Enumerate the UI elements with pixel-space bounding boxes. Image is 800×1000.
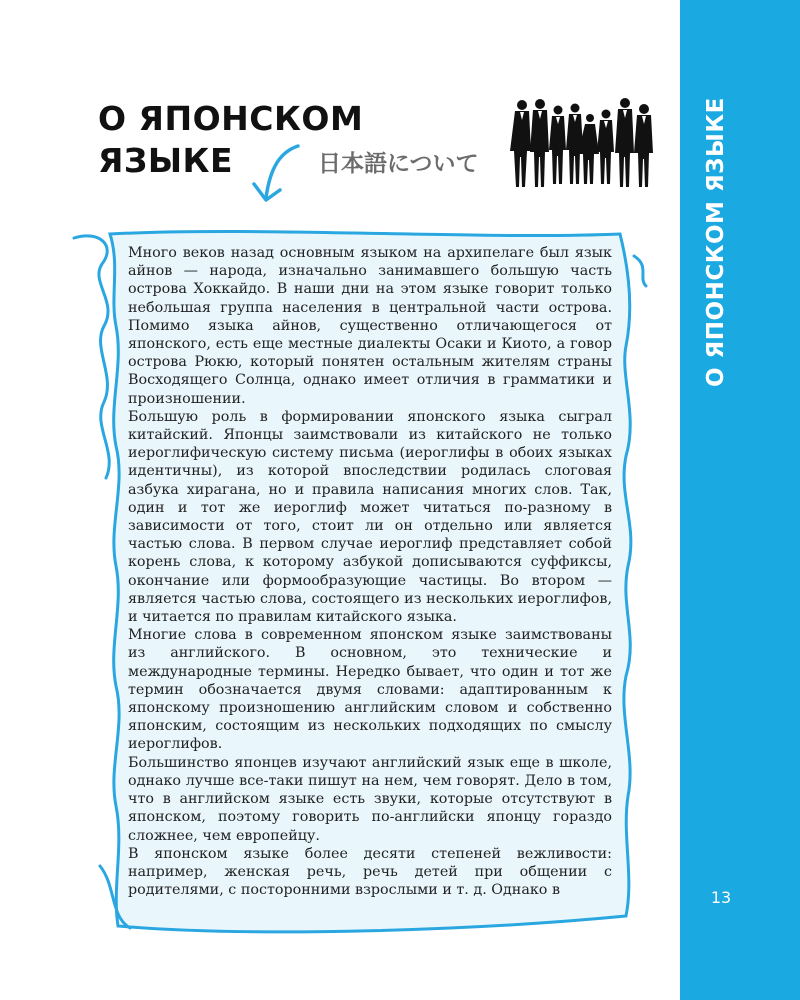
hand-drawn-arrow-icon [240, 138, 320, 218]
paragraph: Большинство японцев изучают английский язык еще в школе, однако лучше все-таки пишут на нем, чем говорят. Дело в том, что в английском языке есть звуки, которые отсутствуют в японском, поэтому говорить по-английски японцу гораздо сложнее, чем европейцу. [128, 754, 612, 844]
page-number: 13 [710, 888, 732, 907]
paragraph: Многие слова в современном японском языке заимствованы из английского. В основном, это технические и международные термины. Нередко бывает, что один и тот же термин обозначается двумя словами: адаптированным к японскому произношению английским словом и собственно японским, состоящим из нескольких подходящих по смыслу иероглифов. [128, 627, 612, 753]
title-line-2: ЯЗЫКЕ [98, 141, 234, 180]
sidebar-section-title: О ЯПОНСКОМ ЯЗЫКЕ [703, 97, 729, 387]
paragraph: Много веков назад основным языком на архипелаге был язык айнов — народа, изначально занимавшего большую часть острова Хоккайдо. В наши дни на этом языке говорит только небольшая группа населения в центральной части острова. Помимо языка айнов, существенно отличающегося от японского, есть еще местные диалекты Осаки и Киото, а говор острова Рюкю, который понятен остальным жителям страны Восходящего Солнца, однако имеет отличия в грамматики и произношении. [128, 245, 612, 407]
japanese-subtitle: 日本語について [318, 151, 479, 177]
title-line-1: О ЯПОНСКОМ [98, 99, 364, 138]
people-group-icon [508, 96, 660, 192]
paragraph: Большую роль в формировании японского языка сыграл китайский. Японцы заимствовали из китайского не только иероглифическую систему письма (иероглифы в обоих языках идентичны), из которой впоследствии родилась слоговая азбука хирагана, но и правила написания многих слов. Так, один и тот же иероглиф может читаться по-разному в зависимости от того, стоит ли он отдельно или является частью слова. В первом случае иероглиф представляет собой корень слова, к которому азбукой дописываются суффиксы, окончание или формообразующие частицы. Во втором — является частью слова, состоящего из нескольких иероглифов, и читается по правилам китайского языка. [128, 408, 612, 626]
body-text [128, 244, 612, 899]
paragraph: В японском языке более десяти степеней вежливости: например, женская речь, речь детей при общении с родителями, с посторонними взрослыми и т. д. Однако в [128, 845, 612, 899]
